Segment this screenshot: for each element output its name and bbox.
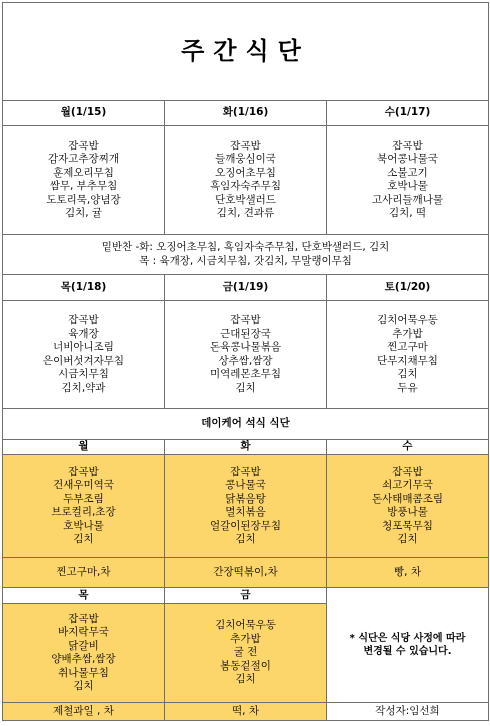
daycare-day-wed: 수 [327, 440, 489, 455]
day-header-sat: 토(1/20) [327, 275, 489, 301]
daycare-day-mon: 월 [3, 440, 165, 455]
menu-item: 잡곡밥 [392, 465, 423, 478]
menu-item: 건새우미역국 [53, 479, 114, 491]
menu-item: 김치, 귤 [64, 207, 103, 219]
daycare-snack-thu: 제철과일 , 차 [3, 703, 165, 721]
menu-item: 오징어초무침 [215, 166, 276, 179]
menu-item: 단호박샐러드 [215, 193, 276, 206]
side-dish-note-line: 밑반찬 -화: 오징어초무침, 흑임자숙주무침, 단호박샐러드, 김치 [101, 241, 390, 253]
menu-item: 김치, 견과류 [216, 207, 275, 219]
menu-item: 방풍나물 [387, 506, 428, 518]
menu-item: 호박나물 [63, 519, 104, 532]
menu-item: 잡곡밥 [230, 314, 261, 326]
daycare-snack-wed: 빵, 차 [327, 558, 489, 588]
menu-item: 두유 [397, 381, 418, 394]
menu-item: 근대된장국 [220, 327, 271, 340]
menu-item: 양배추쌈,쌈장 [51, 653, 116, 665]
menu-item: 추가밥 [230, 632, 261, 645]
menu-item: 미역레몬초무침 [209, 368, 281, 380]
daycare-snack-mon: 찐고구마,차 [3, 558, 165, 588]
day-header-wed: 수(1/17) [327, 101, 489, 126]
menu-item: 단무지채무침 [377, 354, 438, 367]
menu-item: 북어콩나물국 [377, 153, 438, 165]
notice-line: * 식단은 식당 사정에 따라 [349, 632, 466, 644]
menu-item: 김치어묵우동 [215, 619, 276, 632]
menu-item: 브로컬리,초장 [51, 506, 116, 518]
menu-item: 은이버섯겨자무침 [42, 354, 125, 367]
side-dish-note-line: 목 : 육개장, 시금치무침, 갓김치, 무말랭이무침 [139, 254, 352, 267]
daycare-snack-fri: 떡, 차 [165, 703, 327, 721]
menu-item: 시금치무침 [58, 368, 109, 380]
menu-item: 얼갈이된장무침 [209, 519, 281, 532]
menu-item: 너비아니조림 [53, 341, 114, 353]
menu-item: 닭볶음탕 [225, 492, 266, 505]
menu-cell-thu [3, 301, 165, 409]
menu-item: 쌈무, 부추무침 [49, 180, 118, 192]
menu-item: 훈제오리무침 [53, 166, 114, 179]
menu-item: 콩나물국 [225, 479, 266, 491]
menu-item: 김치, 떡 [388, 207, 427, 219]
menu-item: 닭갈비 [68, 639, 99, 652]
menu-item: 흑임자숙주무침 [209, 180, 281, 192]
daycare-menu-tue [165, 455, 327, 558]
daycare-snack-tue: 간장떡볶이,차 [165, 558, 327, 588]
menu-cell-tue [165, 126, 327, 235]
weekly-menu-table [2, 2, 489, 721]
daycare-title: 데이케어 석식 식단 [3, 409, 489, 440]
menu-item: 김치 [73, 680, 94, 692]
menu-item: 상추쌈,쌈장 [218, 354, 273, 367]
menu-item: 봄동겉절이 [220, 659, 271, 672]
day-header-fri: 금(1/19) [165, 275, 327, 301]
menu-item: 김치 [235, 381, 256, 394]
menu-item: 잡곡밥 [68, 139, 99, 152]
menu-cell-wed [327, 126, 489, 235]
menu-item: 김치 [397, 368, 418, 380]
menu-item: 들깨웅심이국 [215, 153, 276, 165]
daycare-menu-mon [3, 455, 165, 558]
day-header-thu: 목(1/18) [3, 275, 165, 301]
notice-line: 변경될 수 있습니다. [363, 646, 452, 657]
menu-item: 잡곡밥 [392, 139, 423, 152]
menu-item: 잡곡밥 [230, 139, 261, 152]
menu-cell-sat [327, 301, 489, 409]
menu-item: 잡곡밥 [68, 612, 99, 625]
menu-item: 추가밥 [392, 327, 423, 340]
daycare-menu-thu [3, 604, 165, 703]
menu-item: 고사리들깨나물 [371, 193, 443, 206]
menu-item: 김치 [73, 533, 94, 545]
menu-item: 김치어묵우동 [377, 314, 438, 326]
daycare-day-thu: 목 [3, 588, 165, 604]
menu-item: 김치,약과 [61, 381, 106, 394]
author-label: 작성자:임선희 [327, 703, 489, 721]
menu-item: 호박나물 [387, 180, 428, 192]
menu-cell-fri [165, 301, 327, 409]
menu-item: 돈육콩나물볶음 [209, 341, 281, 353]
menu-item: 소불고기 [387, 166, 428, 179]
day-header-tue: 화(1/16) [165, 101, 327, 126]
menu-item: 두부조림 [63, 492, 104, 505]
page-title: 주간식단 [3, 3, 489, 101]
daycare-day-fri: 금 [165, 588, 327, 604]
menu-sheet [2, 2, 488, 724]
menu-item: 돈사태매콤조림 [371, 492, 443, 505]
menu-item: 찐고구마 [387, 341, 428, 353]
menu-item: 잡곡밥 [230, 465, 261, 478]
menu-item: 바지락무국 [58, 626, 109, 638]
menu-item: 취나물무침 [58, 666, 109, 679]
menu-item: 김치 [397, 533, 418, 545]
menu-item: 청포묵무침 [382, 519, 433, 532]
menu-item: 잡곡밥 [68, 314, 99, 326]
menu-item: 잡곡밥 [68, 465, 99, 478]
menu-item: 도토리묵,양념장 [46, 193, 121, 206]
menu-item: 김치 [235, 533, 256, 545]
daycare-menu-wed [327, 455, 489, 558]
daycare-day-tue: 화 [165, 440, 327, 455]
menu-item: 쇠고기무국 [382, 479, 433, 491]
daycare-menu-fri [165, 604, 327, 703]
notice-cell [327, 588, 489, 703]
side-dish-note [3, 235, 489, 275]
menu-item: 멸치볶음 [225, 506, 266, 518]
menu-cell-mon [3, 126, 165, 235]
menu-item: 감자고추장찌개 [47, 153, 119, 165]
day-header-mon: 월(1/15) [3, 101, 165, 126]
menu-item: 김치 [235, 673, 256, 686]
menu-item: 육개장 [68, 327, 99, 340]
menu-item: 굴 전 [233, 646, 258, 659]
